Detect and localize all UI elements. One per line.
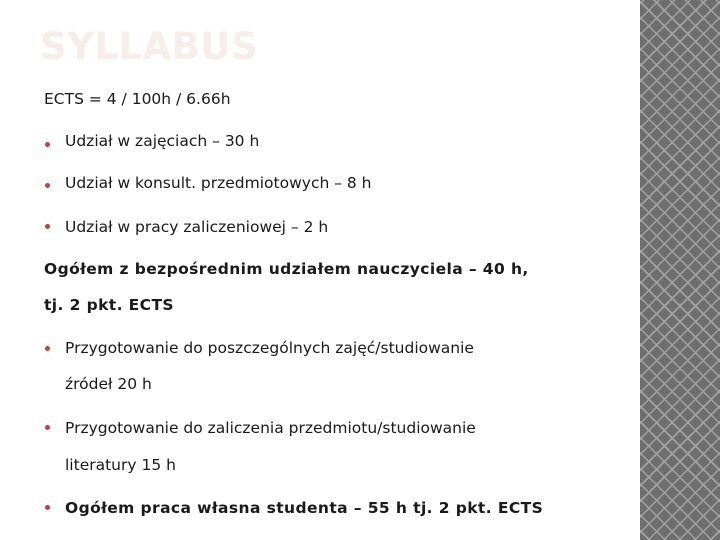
bullet-icon — [45, 224, 50, 229]
self-study-item-line-2: literatury 15 h — [65, 456, 176, 474]
slide-title: SYLLABUS — [40, 25, 259, 68]
contact-total-line-2: tj. 2 pkt. ECTS — [44, 296, 174, 314]
self-study-total: Ogółem praca własna studenta – 55 h tj. 2 pkt. ECTS — [65, 499, 544, 517]
bullet-icon — [45, 346, 50, 351]
contact-item: Udział w zajęciach – 30 h — [65, 132, 260, 150]
ects-summary: ECTS = 4 / 100h / 6.66h — [44, 90, 231, 108]
decorative-pattern-panel — [640, 0, 720, 540]
self-study-item-line-2: źródeł 20 h — [65, 375, 152, 393]
contact-total-line-1: Ogółem z bezpośrednim udziałem nauczyciela – 40 h, — [44, 260, 529, 278]
self-study-item-line-1: Przygotowanie do poszczególnych zajęć/studiowanie — [65, 339, 474, 357]
bullet-icon — [45, 183, 50, 188]
contact-item: Udział w konsult. przedmiotowych – 8 h — [65, 174, 372, 192]
bullet-icon — [45, 425, 50, 430]
contact-item: Udział w pracy zaliczeniowej – 2 h — [65, 218, 329, 236]
bullet-icon — [45, 505, 50, 510]
self-study-item-line-1: Przygotowanie do zaliczenia przedmiotu/studiowanie — [65, 419, 476, 437]
bullet-icon — [45, 142, 50, 147]
